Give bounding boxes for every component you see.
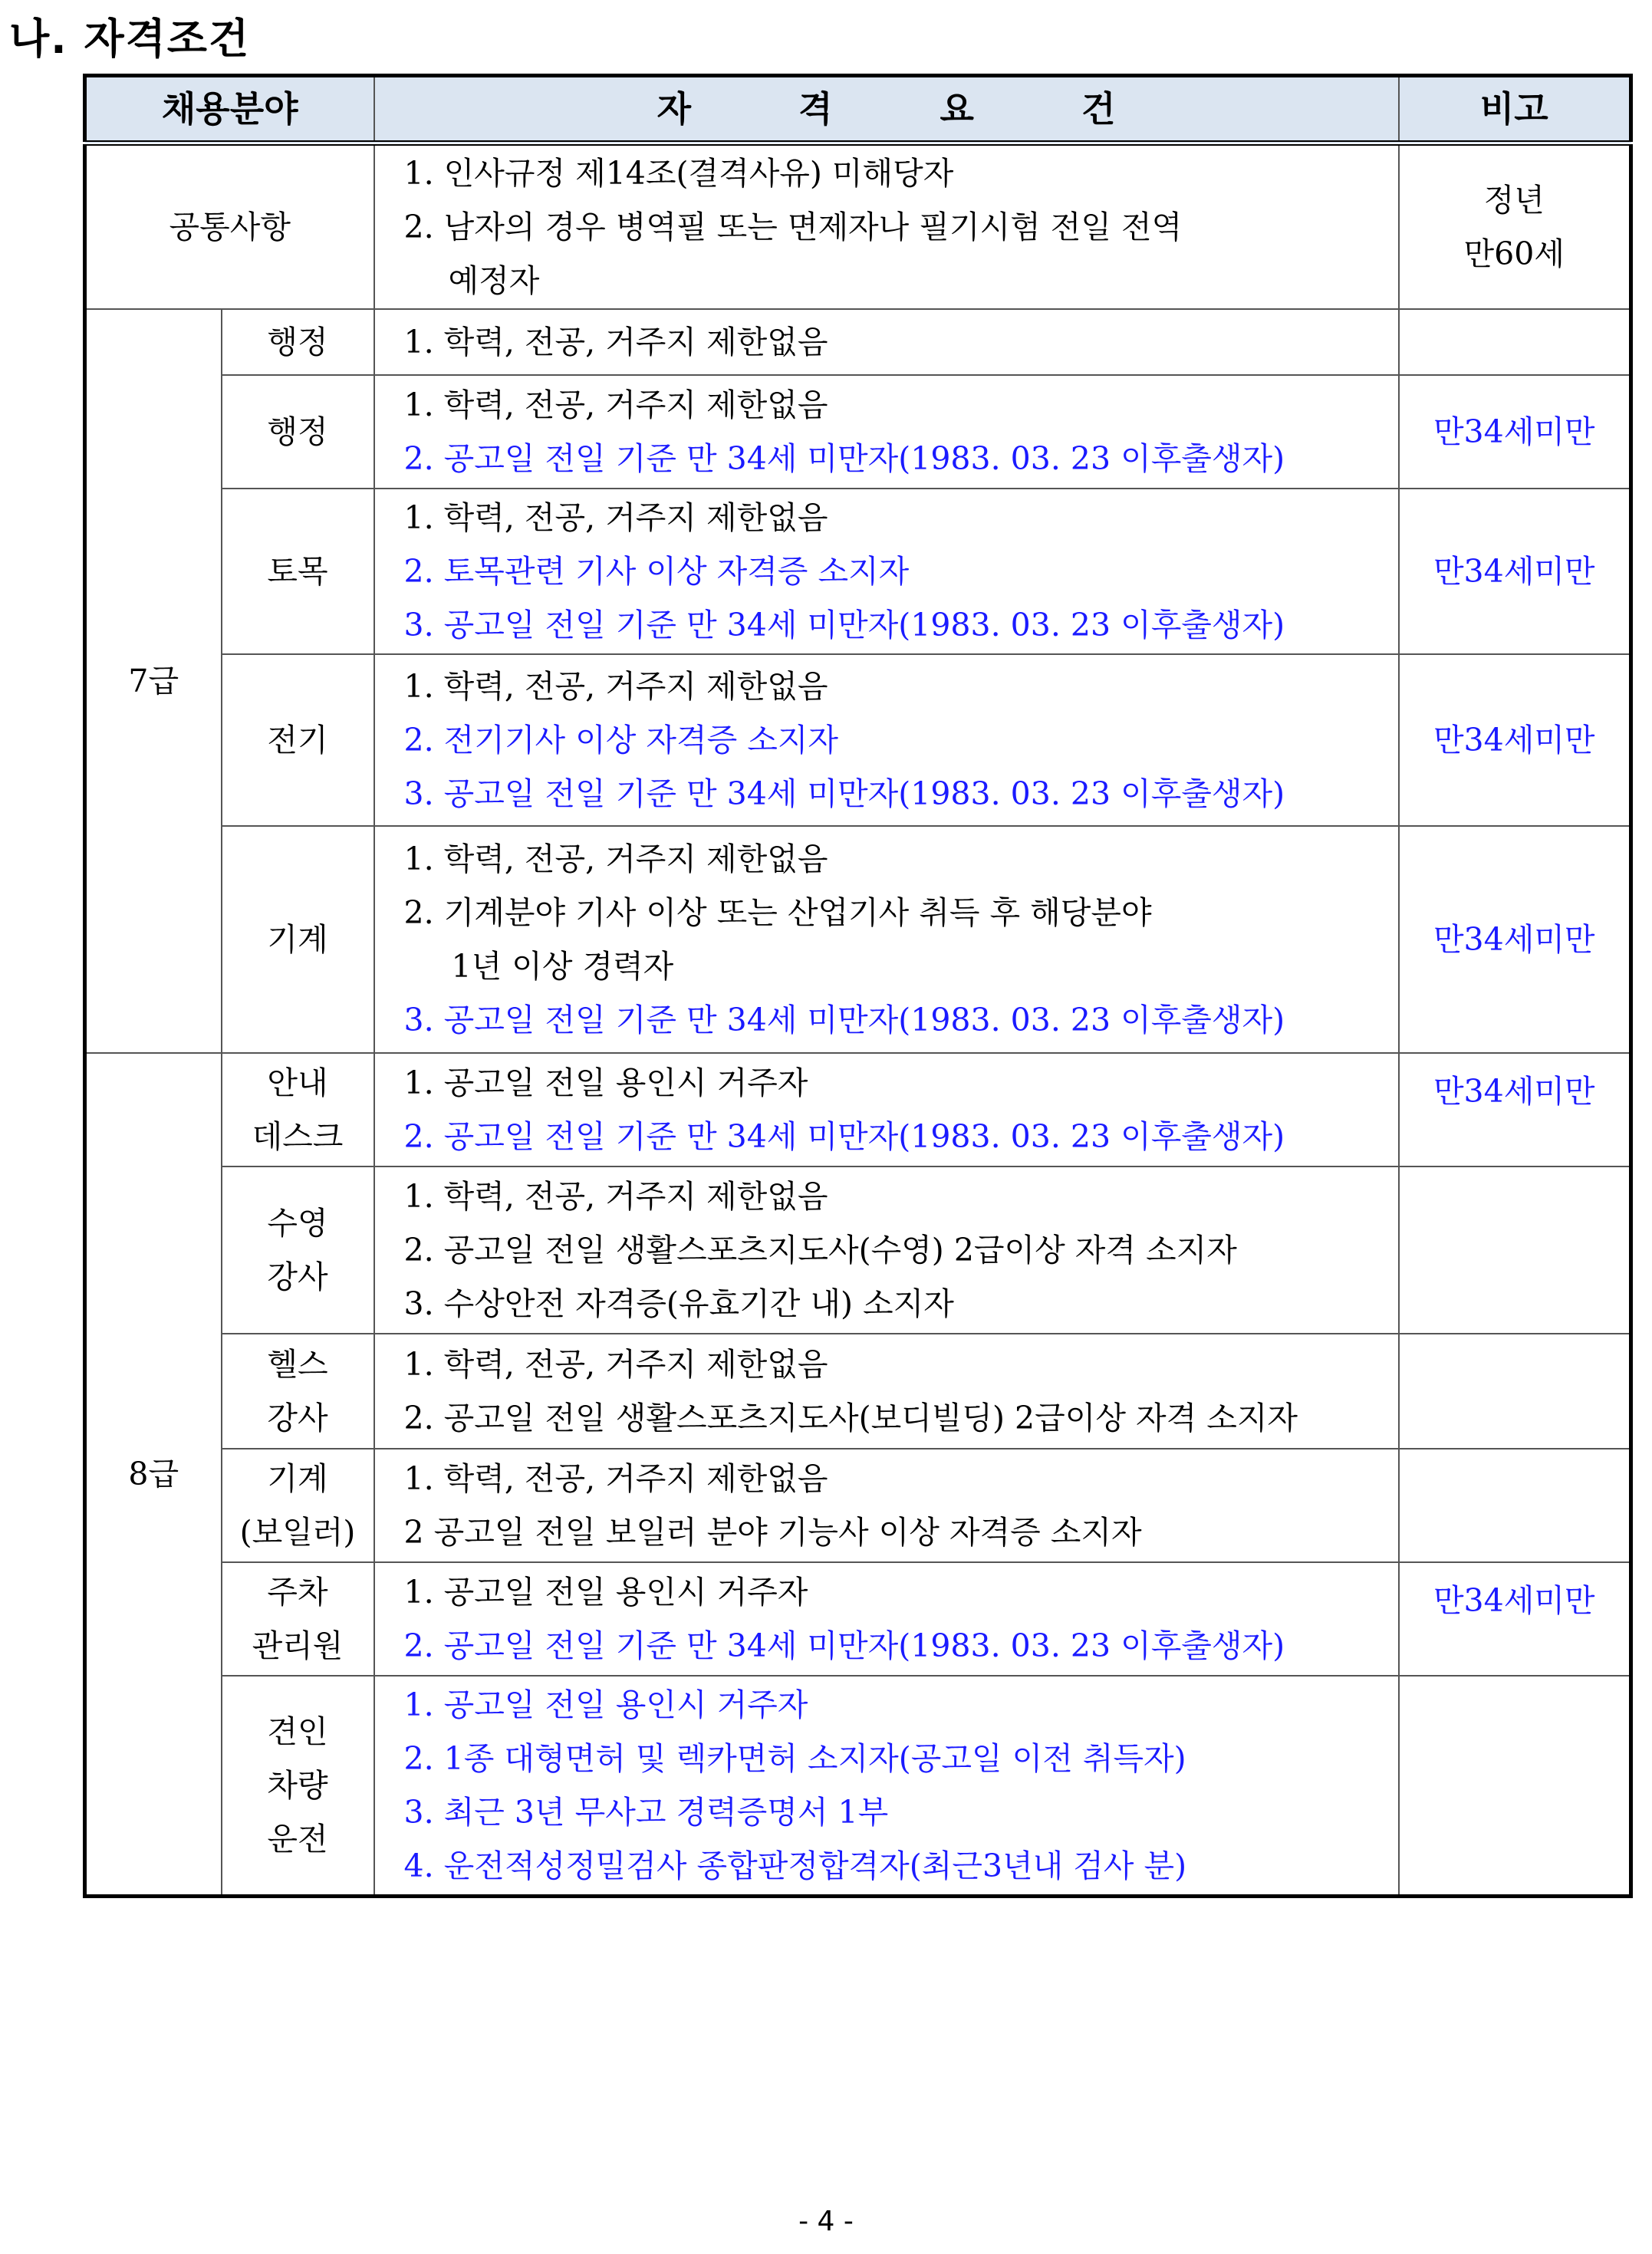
- field-name: 수영 강사: [222, 1166, 374, 1334]
- table-header-row: [85, 76, 1631, 143]
- requirements: 1. 학력, 전공, 거주지 제한없음 2. 기계분야 기사 이상 또는 산업기사 취득 후 해당분야 1년 이상 경력자 3. 공고일 전일 기준 만 34세 미만자(1983. 03. 23 이후출생자): [374, 826, 1399, 1053]
- remark: [1399, 309, 1631, 375]
- requirements: 1. 공고일 전일 용인시 거주자 2. 공고일 전일 기준 만 34세 미만자(1983. 03. 23 이후출생자): [374, 1562, 1399, 1676]
- field-name: 행정: [222, 309, 374, 375]
- field-name: 기계 (보일러): [222, 1449, 374, 1562]
- table-row: [85, 1053, 1631, 1166]
- remark: 만34세미만: [1399, 1053, 1631, 1166]
- section-title: 나. 자격조건: [9, 15, 251, 63]
- requirements: 1. 공고일 전일 용인시 거주자 2. 1종 대형면허 및 렉카면허 소지자(공고일 이전 취득자) 3. 최근 3년 무사고 경력증명서 1부 4. 운전적성정밀검사 종합판정합격자(최근3년내 검사 분): [374, 1676, 1399, 1897]
- remark: [1399, 1166, 1631, 1334]
- requirements: 1. 학력, 전공, 거주지 제한없음 2. 공고일 전일 생활스포츠지도사(보디빌딩) 2급이상 자격 소지자: [374, 1334, 1399, 1449]
- field-name: 안내 데스크: [222, 1053, 374, 1166]
- table-row: [85, 1562, 1631, 1676]
- field-name: 견인 차량 운전: [222, 1676, 374, 1897]
- field-name: 토목: [222, 489, 374, 654]
- remark: 만34세미만: [1399, 654, 1631, 826]
- table-row: [85, 1166, 1631, 1334]
- grade8-label: 8급: [85, 1053, 222, 1897]
- common-label: 공통사항: [85, 143, 374, 309]
- field-name: 주차 관리원: [222, 1562, 374, 1676]
- table-row: [85, 375, 1631, 489]
- remark: 만34세미만: [1399, 375, 1631, 489]
- table-row: [85, 826, 1631, 1053]
- requirements: 1. 학력, 전공, 거주지 제한없음: [374, 309, 1399, 375]
- table-row: [85, 309, 1631, 375]
- field-name: 헬스 강사: [222, 1334, 374, 1449]
- requirements: 1. 학력, 전공, 거주지 제한없음 2 공고일 전일 보일러 분야 기능사 이상 자격증 소지자: [374, 1449, 1399, 1562]
- page-number: - 4 -: [798, 2206, 854, 2237]
- table-row: [85, 654, 1631, 826]
- table-row: [85, 143, 1631, 309]
- requirements: 1. 학력, 전공, 거주지 제한없음 2. 전기기사 이상 자격증 소지자 3. 공고일 전일 기준 만 34세 미만자(1983. 03. 23 이후출생자): [374, 654, 1399, 826]
- requirements: 1. 학력, 전공, 거주지 제한없음 2. 공고일 전일 생활스포츠지도사(수영) 2급이상 자격 소지자 3. 수상안전 자격증(유효기간 내) 소지자: [374, 1166, 1399, 1334]
- field-name: 행정: [222, 375, 374, 489]
- table-row: [85, 1334, 1631, 1449]
- qualification-table: [83, 74, 1633, 1898]
- header-remarks: 비고: [1399, 76, 1631, 143]
- requirements: 1. 학력, 전공, 거주지 제한없음 2. 공고일 전일 기준 만 34세 미만자(1983. 03. 23 이후출생자): [374, 375, 1399, 489]
- field-name: 전기: [222, 654, 374, 826]
- remark: [1399, 1334, 1631, 1449]
- header-requirements: 자격요건: [374, 76, 1399, 143]
- requirements: 1. 공고일 전일 용인시 거주자 2. 공고일 전일 기준 만 34세 미만자(1983. 03. 23 이후출생자): [374, 1053, 1399, 1166]
- table-row: [85, 1449, 1631, 1562]
- remark: 만34세미만: [1399, 826, 1631, 1053]
- remark: 만34세미만: [1399, 1562, 1631, 1676]
- requirements: 1. 학력, 전공, 거주지 제한없음 2. 토목관련 기사 이상 자격증 소지자 3. 공고일 전일 기준 만 34세 미만자(1983. 03. 23 이후출생자): [374, 489, 1399, 654]
- field-name: 기계: [222, 826, 374, 1053]
- common-remark: 정년 만60세: [1399, 143, 1631, 309]
- remark: 만34세미만: [1399, 489, 1631, 654]
- remark: [1399, 1676, 1631, 1897]
- table-row: [85, 1676, 1631, 1897]
- grade7-label: 7급: [85, 309, 222, 1053]
- header-field: 채용분야: [85, 76, 374, 143]
- remark: [1399, 1449, 1631, 1562]
- table-row: [85, 489, 1631, 654]
- common-requirements: 1. 인사규정 제14조(결격사유) 미해당자 2. 남자의 경우 병역필 또는 면제자나 필기시험 전일 전역 예정자: [374, 143, 1399, 309]
